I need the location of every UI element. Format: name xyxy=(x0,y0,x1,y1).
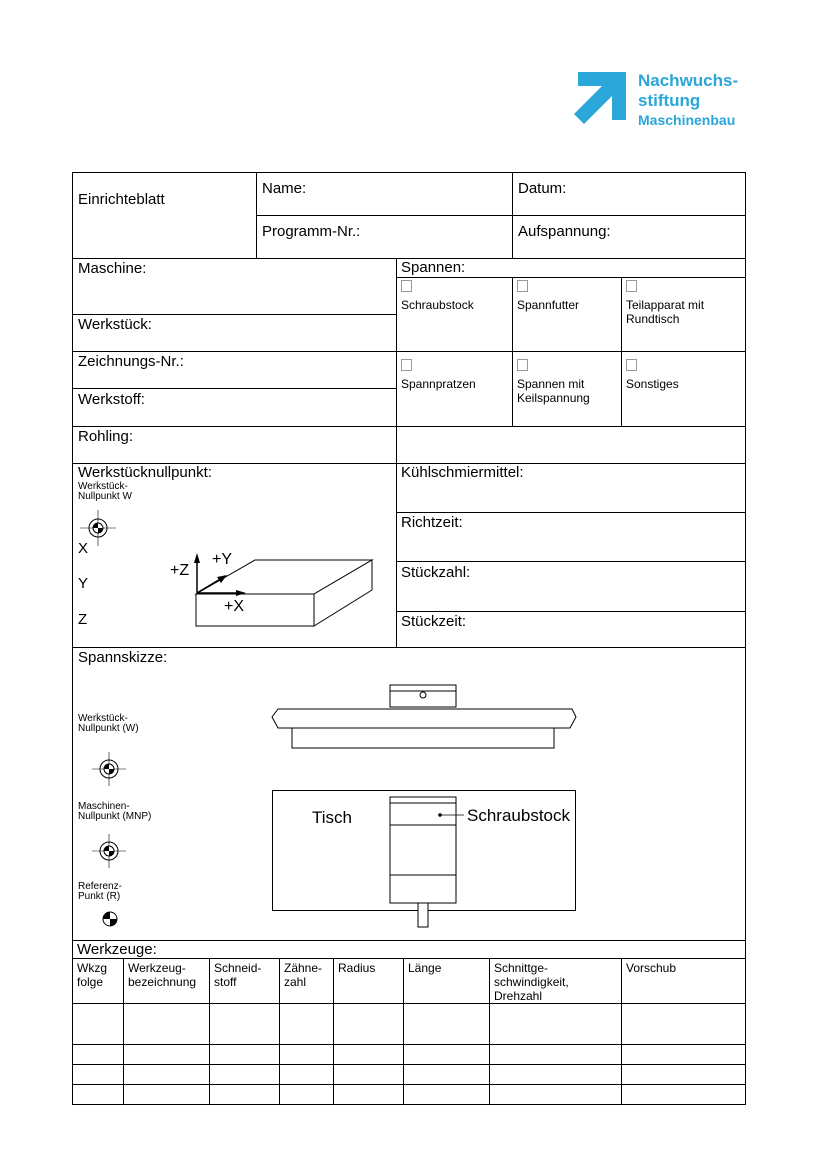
option-sonstiges: Sonstiges xyxy=(626,377,679,391)
richtzeit-field[interactable]: Richtzeit: xyxy=(401,514,463,531)
werkstueck-field[interactable]: Werkstück: xyxy=(78,316,152,333)
maschine-field[interactable]: Maschine: xyxy=(78,260,147,277)
column-header: Zähne- zahl xyxy=(284,961,323,989)
form-title: Einrichteblatt xyxy=(78,191,165,208)
maschinentisch-seitenansicht-drawing xyxy=(270,683,582,753)
maschinen-nullpunkt-icon xyxy=(92,834,126,868)
column-header: Wkzg folge xyxy=(77,961,107,989)
zeichnung-field[interactable]: Zeichnungs-Nr.: xyxy=(78,353,184,370)
axis-z-label: +Z xyxy=(170,562,190,579)
option-spannfutter: Spannfutter xyxy=(517,298,580,312)
option-schraubstock: Schraubstock xyxy=(401,298,474,312)
axis-y-label: +Y xyxy=(212,551,233,568)
nullpunkt-title: Werkstücknullpunkt: xyxy=(78,464,212,481)
werkstueck-block-drawing xyxy=(160,545,380,630)
option-teilapparat: Teilapparat mit Rundtisch xyxy=(626,298,705,326)
skizze-title: Spannskizze: xyxy=(78,649,168,666)
schraubstock-label: Schraubstock xyxy=(467,806,570,825)
y-field[interactable]: Y xyxy=(78,575,89,592)
checkbox-sonstiges[interactable] xyxy=(626,359,637,371)
checkbox-keilspannung[interactable] xyxy=(517,359,528,371)
rohling-field[interactable]: Rohling: xyxy=(78,428,134,445)
x-field[interactable]: X xyxy=(78,540,89,557)
skizze-mnp-label: Maschinen- Nullpunkt (MNP) xyxy=(78,801,152,822)
column-header: Vorschub xyxy=(626,961,677,975)
z-field[interactable]: Z xyxy=(78,611,88,628)
column-header: Schnittge- schwindigkeit, Drehzahl xyxy=(494,961,569,1003)
checkbox-spannfutter[interactable] xyxy=(517,280,528,292)
option-keilspannung: Spannen mit Keilspannung xyxy=(517,377,590,405)
checkbox-schraubstock[interactable] xyxy=(401,280,412,292)
logo-arrow-icon xyxy=(574,72,628,126)
column-header: Werkzeug- bezeichnung xyxy=(128,961,197,989)
column-header: Länge xyxy=(408,961,442,975)
name-field[interactable]: Name: xyxy=(262,180,307,197)
column-header: Schneid- stoff xyxy=(214,961,262,989)
stueckzeit-field[interactable]: Stückzeit: xyxy=(401,613,467,630)
logo-line3: Maschinenbau xyxy=(638,112,736,128)
datum-field[interactable]: Datum: xyxy=(518,180,567,197)
checkbox-spannpratzen[interactable] xyxy=(401,359,412,371)
checkbox-teilapparat[interactable] xyxy=(626,280,637,292)
werkstueck-nullpunkt-symbol-icon xyxy=(92,752,126,786)
werkstoff-field[interactable]: Werkstoff: xyxy=(78,391,145,408)
aufspannung-field[interactable]: Aufspannung: xyxy=(518,223,611,240)
skizze-ref-label: Referenz- Punkt (R) xyxy=(78,881,122,902)
kuehl-field[interactable]: Kühlschmiermittel: xyxy=(401,464,524,481)
axis-x-label: +X xyxy=(224,598,245,615)
spannen-title: Spannen: xyxy=(401,259,466,276)
referenzpunkt-icon xyxy=(101,910,119,928)
tisch-label: Tisch xyxy=(312,808,352,827)
stueckzahl-field[interactable]: Stückzahl: xyxy=(401,564,471,581)
option-spannpratzen: Spannpratzen xyxy=(401,377,476,391)
programm-field[interactable]: Programm-Nr.: xyxy=(262,223,361,240)
werkzeuge-title: Werkzeuge: xyxy=(77,941,157,958)
w-nullpunkt-label: Werkstück- Nullpunkt W xyxy=(78,481,132,502)
logo-line2: stiftung xyxy=(638,91,701,110)
skizze-w-label: Werkstück- Nullpunkt (W) xyxy=(78,713,139,734)
column-header: Radius xyxy=(338,961,376,975)
logo-line1: Nachwuchs- xyxy=(638,71,739,90)
